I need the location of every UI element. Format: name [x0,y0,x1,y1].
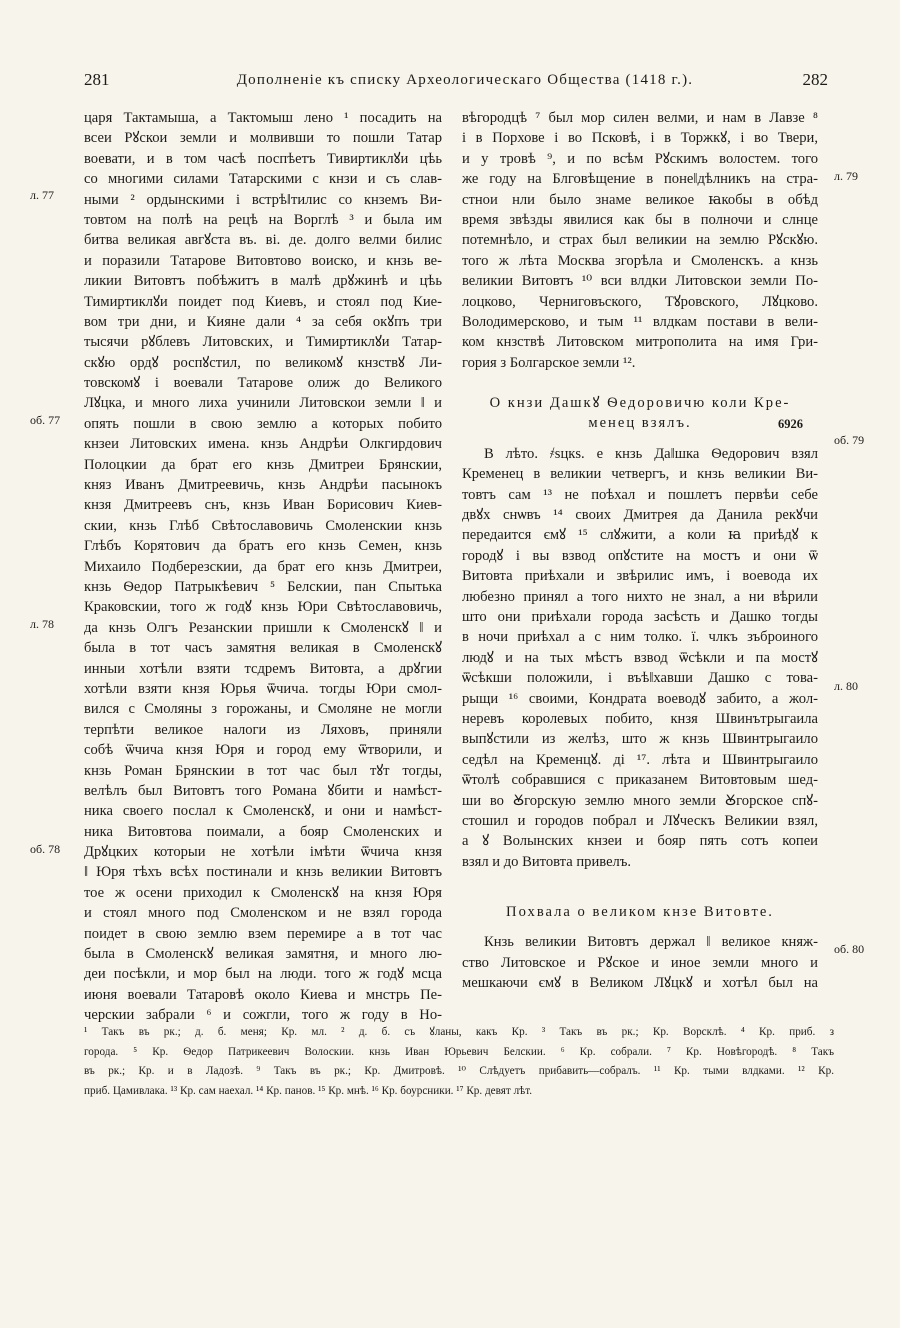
text-line: в ночи приѣхал а с ним толко. ї. члкъ зъброиного [462,629,818,646]
text-line: великии Витовтъ ¹⁰ вси влдки Литовскои земли По- [462,273,818,290]
text-line: же году на Блговѣщение в поне‖дѣлникъ на стра- [462,171,818,188]
right-column [462,108,818,994]
text-line: потемнѣло, и страх был великии на землю Рꙋскꙋю. [462,232,818,249]
text-line: царя Тактамыша, а Тактомыш лено ¹ посадить на [84,110,442,126]
text-line: неревъ королевых побито, кнзя Швинътрыгаила [462,710,818,727]
running-head-title: Дополненіе къ списку Археологическаго Общества (1418 г.). [236,72,694,88]
section-heading-dashko-cont: менец взялъ. [588,415,692,432]
text-line: кнзя Дмитреевъ снъ, кнзь Иван Борисович Киев- [84,497,442,514]
text-line: была в Смоленскꙋ великая замятня, и много лю- [84,946,442,963]
text-line: ком кнзствѣ Литовском митрополита на имя Гри- [462,334,818,351]
text-line: стошил и городов побрал и Лꙋческъ Великии взял, [462,812,818,829]
margin-folio-right: об. 80 [834,942,865,956]
text-line: ѿсѣкши положили, і въѣ‖хавши Дашко с това- [462,670,818,687]
text-line: ликии Витовтъ побѣжитъ в малѣ дрꙋжинѣ и цѣь [84,273,442,290]
text-line: ѿтолѣ собравшися с приказанем Витовтовым шед- [462,772,818,789]
text-line: Кнзь великии Витовтъ держал ‖ великое княж- [484,934,818,951]
margin-folio-left: об. 77 [30,413,61,427]
text-line: В лѣто. ҂ѕцкѕ. е кнзь Да‖шка Ѳедорович взял [484,445,818,462]
text-line: седѣл на Кременцꙋ. ді ¹⁷. лѣта и Швинтрыгаило [462,751,818,768]
section-heading-dashko: О кнзи Дашкꙋ Ѳедоровичю коли Кре- [489,395,791,412]
text-line: ‖ Юря тѣхъ всѣх постинали и кнзь великии Витовтъ [84,864,442,881]
text-line: и поразили Татарове Витовтово воиско, и кнзь ве- [84,252,442,269]
text-line: выпꙋстили из желѣз, што ж кнзь Швинтрыгаило [462,731,818,748]
page-number-right: 282 [802,70,828,89]
text-line: со многими силами Татарскими с кнзи и съ слав- [84,171,442,188]
text-line: ными ² ордынскими і встрѣ‖тилис со кнземъ Ви- [84,191,442,208]
text-line: ника своего послал к Смоленскꙋ, и они и намѣст- [84,803,442,820]
text-line: Витовта приѣхали и звѣрилис имъ, і воевода их [462,568,818,585]
text-line: Михаило Подберезскии, да брат его кнзь Дмитреи, [84,558,442,575]
text-line: Тимиртиклꙋи поидет под Киевъ, и стоял под Кие- [84,293,442,310]
text-line: Кременец в великии четвергъ, и кнзь великии Ви- [462,466,818,483]
text-line: вился с Смоляны з горожаны, и Смоляне не могли [84,701,442,718]
footnote-line: приб. Цамивлака. ¹³ Кр. сам наехал. ¹⁴ Кр. панов. ¹⁵ Кр. мнѣ. ¹⁶ Кр. боурсники. ¹⁷ Кр. девят лѣт. [84,1084,533,1097]
text-line: вѣгородцѣ ⁷ был мор силен велми, и нам в Лавзе ⁸ [462,110,818,126]
text-line: людꙋ и на тых мѣстъ взвод ѿсѣкли и па мостꙋ [462,649,818,666]
text-line: передаится ємꙋ ¹⁵ слꙋжити, а коли ꙗ приѣдꙋ к [462,527,818,544]
text-line: што они приѣхали города засѣсть и Дашко тогды [462,608,818,625]
footnote-line: въ рк.; Кр. и в Ладозѣ. ⁹ Такъ въ рк.; Кр. Дмитровѣ. ¹⁰ Слѣдуетъ прибавить—собралъ. ¹¹ Кр. тыми влдками. ¹² Кр. [84,1065,834,1077]
margin-folio-left: л. 77 [30,188,54,202]
text-line: воевати, и в том часѣ поспѣетъ Тивиртиклꙋи цѣь [84,150,442,167]
margin-folio-right: л. 79 [834,169,858,183]
margin-folio-left: об. 78 [30,842,61,856]
text-line: лоцково, Черниговъского, Тꙋровского, Лꙋцково. [462,293,818,310]
text-line: инныи хотѣли взяти тсдремъ Витовта, а дрꙋгии [84,660,442,677]
text-line: тое ж осени приходил к Смоленскꙋ на кнзя Юря [84,884,442,901]
margin-folio-right: л. 80 [834,679,858,693]
text-line: Володимерсково, и тым ¹¹ влдкам постави в вели- [462,313,818,330]
margin-folio-left: л. 78 [30,617,54,631]
text-line: Глѣбъ Корятович да братъ его кнзь Семен, кнзь [84,538,442,555]
text-line: хотѣли взяти кнзя Юрья ѿчича. тогды Юри смол- [84,680,442,697]
text-line: битва великая авгꙋста въ. ві. де. долго велми билис [84,232,442,249]
page-number-left: 281 [84,70,110,89]
text-line: Полоцкии да брат его кнзь Дмитреи Брянскии, [84,456,442,473]
text-line: тысячи рꙋблевъ Литовских, и Тимиртиклꙋи Татар- [84,334,442,351]
text-line: двꙋх снѡвъ ¹⁴ своих Дмитрея да Данила рекꙋчи [462,507,818,524]
text-line: черскии забрали ⁶ и сожгли, того ж году в Но- [84,1007,442,1024]
text-line: терпѣти великое налоги из Ляховъ, приняли [84,721,442,738]
text-line: велѣлъ был Витовтъ того Романа ꙋбити и намѣст- [84,782,442,799]
text-line: кнзь Ѳедор Патрыкѣевич ⁵ Белскии, пан Спытька [84,578,442,595]
text-line: поидет в свою землю взем перемире а в тот час [84,925,442,942]
text-line: вом три дни, и Кияне дали ⁴ за себя окꙋпъ три [84,313,442,330]
text-line: да кнзь Олгъ Резанскии пришли к Смоленскꙋ ‖ и [84,619,442,636]
text-line: взял и до Витовта привелъ. [462,853,632,870]
left-column [84,108,442,1026]
text-line: деи посѣкли, и мор был на люди. того ж годꙋ мсца [84,966,442,983]
margin-folio-right: об. 79 [834,433,865,447]
text-line: гория з Болгарское земли ¹². [462,354,636,371]
text-line: княз Иванъ Дмитреевичь, кнзь Андрѣи пасынокъ [84,477,442,494]
right-column-text-before [462,108,818,373]
text-line: ши во Ꙋгорскую землю много земли Ꙋгорское спꙋ- [462,792,818,809]
text-line: и стоял много под Смоленском и не взял города [84,905,442,922]
text-line: Краковскии, того ж годꙋ кнзь Юри Свѣтославовичь, [84,599,442,616]
text-line: товскомꙋ і воевали Татарове олиж до Великого [84,375,442,392]
text-line: и у тровѣ ⁹, и по всѣм Рꙋскимъ волостем. того [462,150,818,167]
text-line: всеи Рꙋскои земли и молвивши то пошли Татар [84,130,442,147]
text-line: скꙋю ордꙋ роспꙋстил, по великомꙋ кнзствꙋ Ли- [84,354,442,371]
text-line: собѣ ѿчича кнзя Юря и город ему ѿтворили, и [84,742,442,759]
section-heading-vitovt-praise: Похвала о великом кнзе Витовте. [506,904,774,921]
text-line: а ꙋ Волынских кнзеи и бояр пять сотъ копеи [462,833,818,850]
text-line: ство Литовское и Рꙋское и иное земли много и [462,954,818,971]
text-line: Дрꙋцких которыи не хотѣли імѣти ѿчича кнзя [84,844,442,861]
text-line: была в тот часъ замятня великая в Смоленскꙋ [84,640,442,657]
text-line: время звѣзды явилися как бы в полночи и слнце [462,211,818,228]
text-line: любезно принял а того нихто не знал, а ни вѣрили [462,588,818,605]
text-line: товтъ сам ¹³ не поѣхал и пошлетъ первѣи себе [462,486,818,503]
text-line: мешкаючи ємꙋ в Великом Лꙋцкꙋ и хотѣл был на [462,975,818,992]
text-line: июня воевали Татаровѣ около Киева и мнстрь Пе- [84,986,442,1003]
footnotes [84,1023,834,1101]
year-note: 6926 [778,417,803,431]
text-line: стнои нли было знаме великое ꙗкобы в обѣд [462,191,818,208]
text-line: рыщи ¹⁶ своими, Кондрата воеводꙋ забито, а жол- [462,690,818,707]
text-line: Лꙋцка, и много лиха учинили Литовскои земли ‖ и [84,395,442,412]
text-line: кнзь Роман Брянскии в тот час был тꙋт тогды, [84,762,442,779]
right-column-text-middle [462,444,818,872]
footnote-line: города. ⁵ Кр. Ѳедор Патрикеевич Волоскии. кнзь Иван Юрьевич Белскии. ⁶ Кр. собрали. ⁷ Кр. Новѣгородѣ. ⁸ Такъ [84,1045,834,1058]
right-column-text-after [462,932,818,993]
text-line: опять пошли в свою землю а которых побито [84,415,442,432]
running-header [0,70,900,94]
text-line: городꙋ і вы взвод опꙋстите на мостъ и они ѿ [462,547,818,564]
text-line: скии, кнзь Глѣб Свѣтославовичь Смоленскии кнзь [84,517,442,534]
text-line: кнзеи Литовских имена. кнзь Андрѣи Олкгирдович [84,436,442,453]
text-line: ника Витовтова поимали, а бояр Смоленских и [84,823,442,840]
text-line: і в Порхове і во Псковѣ, і в Торжкꙋ, і во Твери, [462,130,818,147]
text-line: товтом на полѣ на рецѣ на Ворглѣ ³ и была им [84,211,442,228]
text-line: того ж лѣта Москва згорѣла и Смоленскъ. а кнзь [462,252,818,269]
footnote-line: ¹ Такъ въ рк.; д. б. меня; Кр. мл. ² д. б. съ ꙋланы, какъ Кр. ³ Такъ въ рк.; Кр. Ворсклѣ. ⁴ Кр. приб. з [84,1026,834,1038]
